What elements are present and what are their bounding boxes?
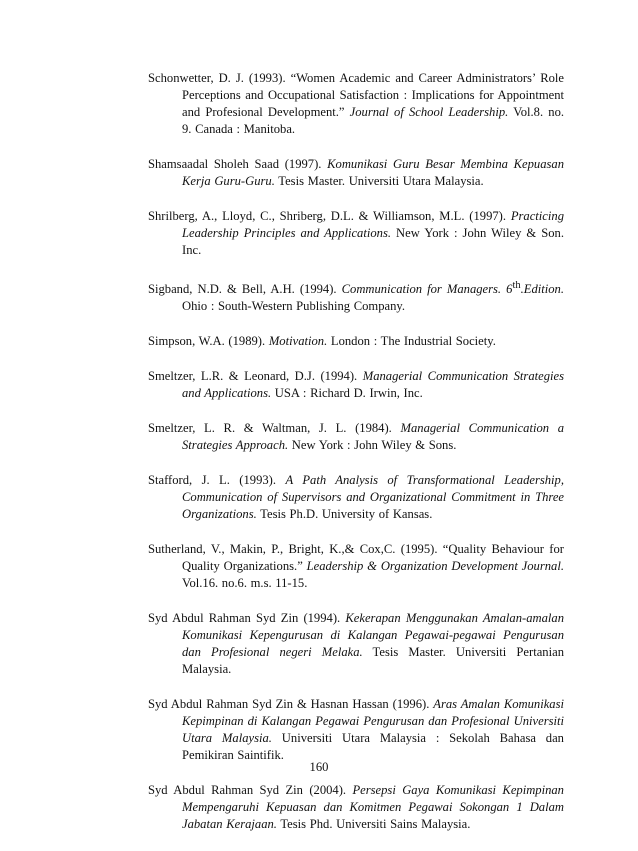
reference-entry bbox=[148, 541, 564, 592]
reference-entry bbox=[148, 696, 564, 764]
reference-details: Vol.8. no. 9. Canada : Manitoba. bbox=[182, 105, 565, 136]
reference-title: Communication for Managers. 6 bbox=[341, 282, 513, 297]
reference-entry bbox=[148, 420, 564, 454]
reference-details: USA : Richard D. Irwin, Inc. bbox=[271, 386, 423, 401]
reference-title-superscript: th bbox=[512, 280, 521, 291]
reference-authors: Sigband, N.D. & Bell, A.H. (1994). bbox=[148, 282, 342, 297]
reference-entry bbox=[148, 277, 564, 315]
reference-authors: Syd Abdul Rahman Syd Zin & Hasnan Hassan (1996). bbox=[148, 697, 434, 712]
reference-authors: Shamsaadal Sholeh Saad (1997). bbox=[148, 157, 328, 171]
reference-entry bbox=[148, 333, 564, 350]
reference-entry bbox=[148, 368, 564, 402]
reference-title: Komunikasi Guru Besar Membina Kepuasan Kerja Guru-Guru. bbox=[182, 157, 564, 188]
reference-details: Universiti Utara Malaysia : Sekolah Bahasa dan Pemikiran Saintifik. bbox=[182, 731, 564, 763]
reference-authors: Schonwetter, D. J. (1993). “Women Academic and Career Administrators’ Role Perceptions and Occupational Satisfaction : Implications for Appointment and Profesional Development.” bbox=[148, 71, 564, 119]
reference-authors: Syd Abdul Rahman Syd Zin (1994). bbox=[148, 611, 346, 626]
reference-title: Journal of School Leadership. bbox=[349, 105, 509, 119]
reference-title: Persepsi Gaya Komunikasi Kepimpinan Mempengaruhi Kepuasan dan Komitmen Pegawai Sokongan 1 Dalam Jabatan Kerajaan. bbox=[182, 783, 564, 832]
reference-entry bbox=[148, 208, 564, 259]
reference-details: Tesis Phd. Universiti Sains Malaysia. bbox=[276, 817, 471, 832]
reference-entry bbox=[148, 156, 564, 190]
reference-title: Leadership & Organization Development Journal. bbox=[306, 559, 564, 574]
reference-entry bbox=[148, 472, 564, 523]
reference-title: Managerial Communication Strategies and Applications. bbox=[182, 369, 564, 401]
reference-details: Tesis Master. Universiti Utara Malaysia. bbox=[274, 174, 484, 188]
reference-details: Tesis Ph.D. University of Kansas. bbox=[256, 507, 433, 522]
reference-title: Practicing Leadership Principles and Applications. bbox=[182, 209, 564, 240]
reference-title-suffix: .Edition. bbox=[520, 282, 564, 297]
reference-authors: Smeltzer, L.R. & Leonard, D.J. (1994). bbox=[148, 369, 363, 384]
reference-authors: Syd Abdul Rahman Syd Zin (2004). bbox=[148, 783, 353, 798]
reference-list bbox=[148, 70, 564, 851]
reference-title: Aras Amalan Komunikasi Kepimpinan di Kalangan Pegawai Pengurusan dan Profesional Universiti Utara Malaysia. bbox=[182, 697, 564, 746]
reference-authors: Simpson, W.A. (1989). bbox=[148, 334, 269, 349]
reference-details: London : The Industrial Society. bbox=[327, 334, 496, 349]
reference-details: New York : John Wiley & Sons. bbox=[288, 438, 457, 453]
reference-authors: Stafford, J. L. (1993). bbox=[148, 473, 286, 488]
reference-authors: Shrilberg, A., Lloyd, C., Shriberg, D.L. & Williamson, M.L. (1997). bbox=[148, 209, 511, 223]
reference-details: Vol.16. no.6. m.s. 11-15. bbox=[182, 576, 308, 591]
reference-title: Managerial Communication a Strategies Approach. bbox=[182, 421, 565, 453]
reference-authors: Sutherland, V., Makin, P., Bright, K.,& Cox,C. (1995). “Quality Behaviour for Quality Organizations.” bbox=[148, 542, 564, 574]
reference-entry bbox=[148, 70, 564, 138]
reference-entry bbox=[148, 610, 564, 678]
reference-details: New York : John Wiley & Son. Inc. bbox=[182, 226, 565, 257]
reference-title: A Path Analysis of Transformational Leadership, Communication of Supervisors and Organizational Commitment in Three Organizations. bbox=[182, 473, 564, 522]
reference-details: Tesis Master. Universiti Pertanian Malaysia. bbox=[182, 645, 564, 677]
reference-title: Kekerapan Menggunakan Amalan-amalan Komunikasi Kepengurusan di Kalangan Pegawai-pegawai Pengurusan dan Profesional negeri Melaka. bbox=[182, 611, 565, 660]
reference-authors: Smeltzer, L. R. & Waltman, J. L. (1984). bbox=[148, 421, 401, 436]
reference-details: Ohio : South-Western Publishing Company. bbox=[182, 299, 406, 314]
page-number: 160 bbox=[309, 760, 329, 774]
reference-title: Motivation. bbox=[268, 334, 328, 349]
